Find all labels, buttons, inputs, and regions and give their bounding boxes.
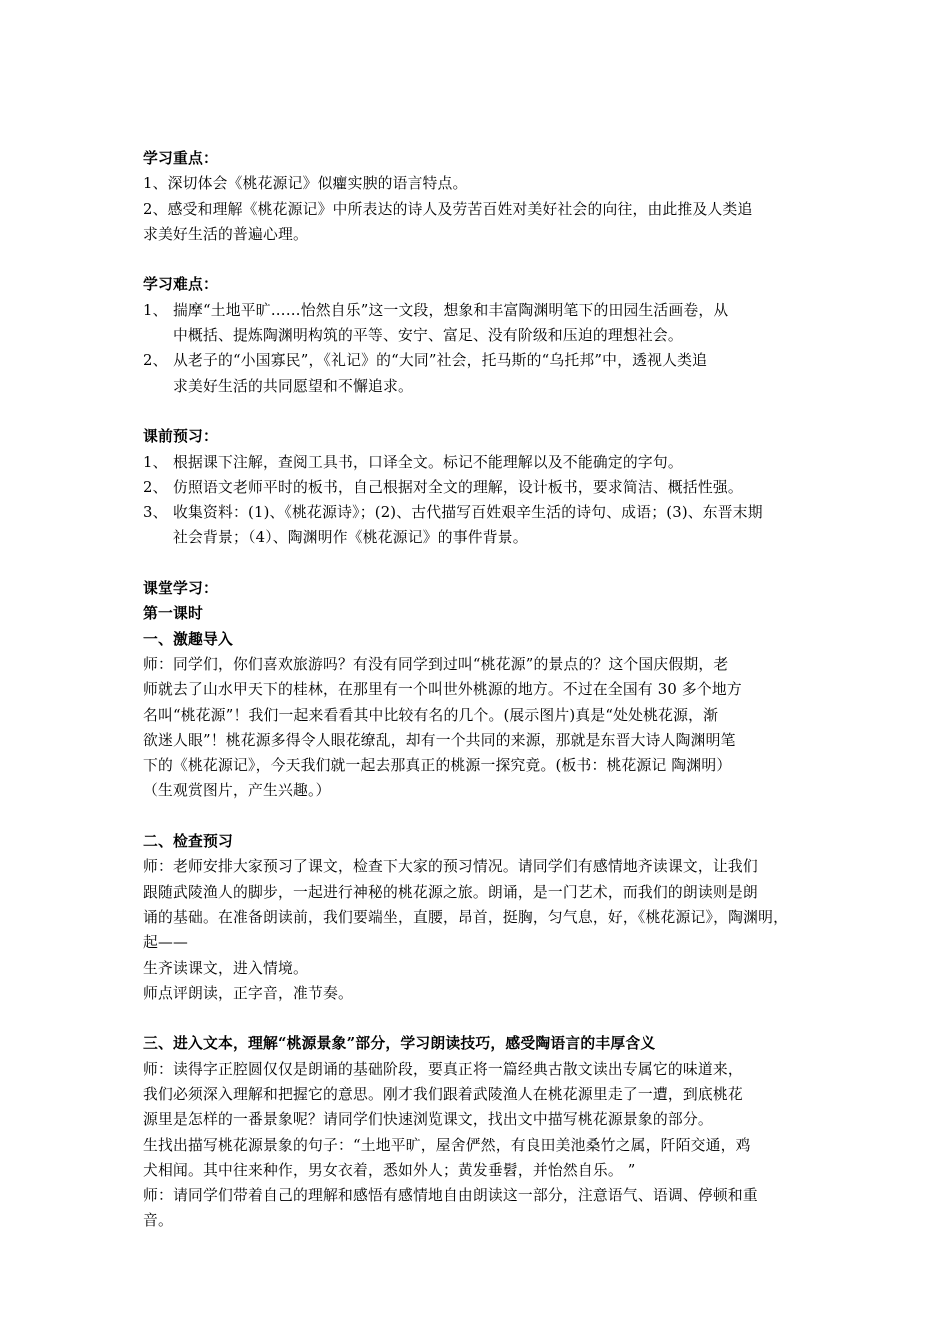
focus-line: 1、深切体会《桃花源记》似癯实腴的语言特点。 (143, 175, 468, 193)
item-number: 2、 (143, 478, 168, 496)
item-line: 根据课下注解，查阅工具书，口译全文。标记不能理解以及不能确定的字句。 (173, 453, 683, 471)
paragraph-line: 犬相闻。其中往来种作，男女衣着，悉如外人；黄发垂髫，并怡然自乐。 ” (143, 1161, 636, 1179)
spacer (143, 551, 810, 576)
paragraph-line: 欲迷人眼”！桃花源多得令人眼花缭乱，却有一个共同的来源，那就是东晋大诗人陶渊明笔 (143, 731, 736, 749)
item-line: 中概括、提炼陶渊明构筑的平等、安宁、富足、没有阶级和压迫的理想社会。 (173, 327, 683, 345)
paragraph-line: 我们必须深入理解和把握它的意思。刚才我们跟着武陵渔人在桃花源里走了一遭，到底桃花 (143, 1085, 743, 1103)
item-number: 2、 (143, 352, 168, 370)
item-line: 求美好生活的共同愿望和不懈追求。 (173, 377, 413, 395)
paragraph-line: 师：同学们，你们喜欢旅游吗？有没有同学到过叫“桃花源”的景点的？这个国庆假期，老 (143, 655, 729, 673)
classroom-heading: 课堂学习： (143, 580, 218, 598)
paragraph-line: 下的《桃花源记》，今天我们就一起去那真正的桃源一探究竟。(板书：桃花源记 陶渊明） (143, 757, 732, 775)
paragraph-line: 生齐读课文，进入情境。 (143, 959, 308, 977)
paragraph-line: 师：请同学们带着自己的理解和感悟有感情地自由朗读这一部分，注意语气、语调、停顿和重 (143, 1187, 758, 1205)
preview-heading: 课前预习： (143, 428, 218, 446)
preview-item (143, 500, 810, 551)
paragraph-line: 生找出描写桃花源景象的句子：“土地平旷，屋舍俨然，有良田美池桑竹之属，阡陌交通，鸡 (143, 1136, 751, 1154)
paragraph-line: 音。 (143, 1212, 173, 1230)
paragraph-line: 师点评朗读，正字音，准节奏。 (143, 984, 353, 1002)
spacer (143, 804, 810, 829)
difficulty-heading: 学习难点： (143, 276, 218, 294)
paragraph-line: 跟随武陵渔人的脚步，一起进行神秘的桃花源之旅。朗诵，是一门艺术，而我们的朗读则是朗 (143, 883, 758, 901)
focus-line: 2、感受和理解《桃花源记》中所表达的诗人及劳苦百姓对美好社会的向往，由此推及人类追 (143, 200, 753, 218)
paragraph-line: 名叫“桃花源”！我们一起来看看其中比较有名的几个。(展示图片)真是“处处桃花源，渐 (143, 706, 719, 724)
paragraph-line: 师：读得字正腔圆仅仅是朗诵的基础阶段，要真正将一篇经典古散文读出专属它的味道来， (143, 1060, 743, 1078)
paragraph-line: 源里是怎样的一番景象呢？请同学们快速浏览课文，找出文中描写桃花源景象的部分。 (143, 1111, 713, 1129)
section-title: 三、进入文本，理解“桃源景象”部分，学习朗读技巧，感受陶语言的丰厚含义 (143, 1035, 656, 1053)
item-line: 仿照语文老师平时的板书，自己根据对全文的理解，设计板书，要求简洁、概括性强。 (173, 478, 743, 496)
item-line: 社会背景；（4）、陶渊明作《桃花源记》的事件背景。 (173, 529, 528, 547)
spacer (143, 399, 810, 424)
item-line: 从老子的“小国寡民”，《礼记》的“大同”社会，托马斯的“乌托邦”中，透视人类追 (173, 352, 708, 370)
difficulty-item (143, 348, 810, 399)
section-title: 一、激趣导入 (143, 630, 233, 648)
paragraph-line: 诵的基础。在准备朗读前，我们要端坐，直腰，昂首，挺胸，匀气息，好，《桃花源记》，陶渊明， (143, 908, 789, 926)
paragraph-line: （生观赏图片，产生兴趣。） (143, 782, 331, 800)
section-title: 二、检查预习 (143, 833, 233, 851)
lesson-title: 第一课时 (143, 605, 203, 623)
preview-item (143, 475, 810, 500)
preview-item (143, 450, 810, 475)
spacer (143, 247, 810, 272)
item-line: 揣摩“土地平旷……怡然自乐”这一文段，想象和丰富陶渊明笔下的田园生活画卷，从 (173, 301, 729, 319)
item-line: 收集资料：(1)、《桃花源诗》；(2)、古代描写百姓艰辛生活的诗句、成语；(3)、东晋末期 (173, 504, 763, 522)
paragraph-line: 师：老师安排大家预习了课文，检查下大家的预习情况。请同学们有感情地齐读课文，让我们 (143, 858, 758, 876)
focus-heading: 学习重点： (143, 150, 218, 167)
focus-line: 求美好生活的普遍心理。 (143, 225, 308, 243)
spacer (143, 1006, 810, 1031)
item-number: 1、 (143, 453, 168, 471)
difficulty-item (143, 298, 810, 349)
item-number: 3、 (143, 504, 168, 522)
paragraph-line: 起—— (143, 934, 188, 952)
item-number: 1、 (143, 301, 168, 319)
paragraph-line: 师就去了山水甲天下的桂林，在那里有一个叫世外桃源的地方。不过在全国有 30 多个地方 (143, 681, 742, 699)
